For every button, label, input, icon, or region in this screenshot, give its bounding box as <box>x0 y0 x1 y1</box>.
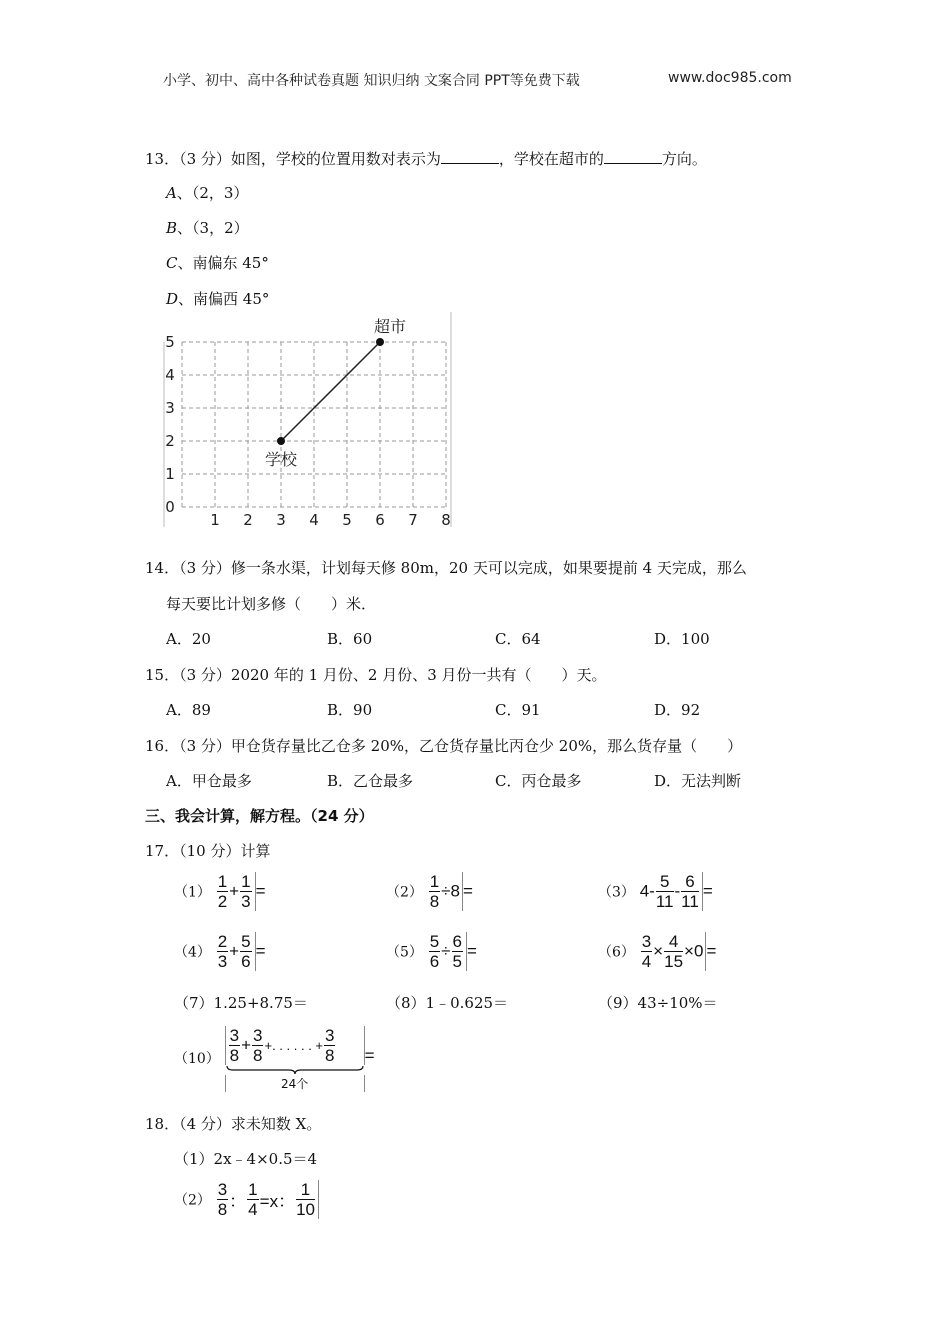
fraction <box>247 1180 258 1219</box>
q16-option-c[interactable]: C．丙仓最多 <box>495 772 582 790</box>
fraction-expression <box>216 932 256 971</box>
q13-stem-b: ，学校在超市的 <box>498 150 604 168</box>
fraction-expression <box>428 872 463 911</box>
item-label: （1） <box>174 884 211 901</box>
item-label: （7） <box>174 994 214 1012</box>
numerator: 6 <box>452 932 462 951</box>
brace-expression <box>225 1026 365 1092</box>
expression: 43÷10%＝ <box>637 994 718 1012</box>
q17-item-9 <box>598 992 718 1013</box>
denominator: 4 <box>248 1200 258 1219</box>
y-tick-label: 1 <box>165 465 175 483</box>
fraction-expression <box>640 872 703 911</box>
operator: + <box>229 881 240 901</box>
school-market-segment <box>281 342 380 441</box>
denominator: 10 <box>296 1200 315 1219</box>
x-tick-label: 4 <box>309 511 319 529</box>
operator: + <box>241 1035 252 1055</box>
q17-item-4 <box>174 932 266 971</box>
option-letter: A <box>166 184 177 202</box>
numerator: 3 <box>253 1026 263 1045</box>
denominator: 4 <box>641 952 652 971</box>
colon: ： <box>229 1192 247 1211</box>
y-tick-label: 4 <box>165 366 175 384</box>
item-label: （4） <box>174 944 211 961</box>
q13-option-d[interactable] <box>166 288 269 309</box>
q17-title: 17．（10 分）计算 <box>145 842 271 860</box>
q13-stem-a: 13．（3 分）如图，学校的位置用数对表示为 <box>145 150 441 168</box>
q15-option-d[interactable]: D．92 <box>654 701 701 719</box>
fraction <box>641 932 652 971</box>
q13-stem <box>145 148 707 169</box>
fraction <box>240 932 251 971</box>
fraction <box>240 872 251 911</box>
numerator: 1 <box>429 872 440 891</box>
q13-coordinate-grid <box>160 312 460 534</box>
operator: × <box>684 941 694 961</box>
proportion-expression <box>216 1180 319 1219</box>
fraction <box>429 932 440 971</box>
q14-option-b[interactable]: B．60 <box>327 630 373 648</box>
operator: × <box>653 941 664 961</box>
q13-option-c[interactable] <box>166 252 269 273</box>
operator: ÷ <box>441 941 451 961</box>
q13-blank-1[interactable] <box>441 149 499 164</box>
x-tick-label: 5 <box>342 511 352 529</box>
equals: = <box>255 941 266 961</box>
option-text: 、南偏西 45° <box>178 290 270 308</box>
option-letter: D <box>166 290 179 308</box>
numerator: 1 <box>241 872 251 891</box>
q14-line1: 14．（3 分）修一条水渠，计划每天修 80m，20 天可以完成，如果要提前 4 天完成，那么 <box>145 559 747 577</box>
operator: - <box>649 881 655 901</box>
school-point <box>277 437 285 445</box>
item-label: （8） <box>386 994 426 1012</box>
denominator: 8 <box>429 892 440 911</box>
q13-option-b[interactable] <box>166 217 249 238</box>
x-tick-label: 3 <box>276 511 286 529</box>
denominator: 11 <box>681 892 699 911</box>
numerator: 6 <box>681 872 699 892</box>
q17-item-8 <box>386 992 508 1013</box>
equals: = <box>706 941 717 961</box>
fraction-expression <box>428 932 467 971</box>
y-tick-label: 2 <box>165 432 175 450</box>
fraction <box>681 872 699 911</box>
q15-option-b[interactable]: B．90 <box>327 701 373 719</box>
q18-title: 18．（4 分）求未知数 X。 <box>145 1115 322 1133</box>
expression: 1﹣0.625＝ <box>425 994 509 1012</box>
fraction <box>452 932 463 971</box>
denominator: 5 <box>452 952 462 971</box>
denominator: 11 <box>655 892 674 911</box>
equals-x: =x： <box>259 1192 296 1211</box>
q15-line1: 15．（3 分）2020 年的 1 月份、2 月份、3 月份一共有（ ）天。 <box>145 666 607 684</box>
q17-item-5 <box>386 932 477 971</box>
equals: = <box>364 1046 375 1065</box>
fraction <box>429 872 440 911</box>
denominator: 15 <box>664 952 684 971</box>
operator: + <box>229 941 240 961</box>
item-label: （2） <box>386 884 423 901</box>
denominator: 8 <box>253 1046 263 1065</box>
denominator: 8 <box>217 1200 228 1219</box>
fraction <box>217 1180 228 1219</box>
q14-option-d[interactable]: D．100 <box>654 630 710 648</box>
q18-part-1: （1）2x﹣4×0.5＝4 <box>174 1150 318 1168</box>
fraction <box>217 872 228 911</box>
equals: = <box>702 881 713 901</box>
equals: = <box>255 881 266 901</box>
item-label: （6） <box>598 944 635 961</box>
fraction <box>252 1026 263 1065</box>
x-tick-label: 2 <box>243 511 253 529</box>
numerator: 5 <box>429 932 440 951</box>
denominator: 3 <box>241 892 251 911</box>
q16-option-d[interactable]: D．无法判断 <box>654 772 742 790</box>
numerator: 3 <box>229 1026 240 1045</box>
ellipsis: +. . . . . . + <box>264 1038 324 1053</box>
item-label: （2） <box>174 1192 211 1209</box>
fraction-expression <box>640 932 707 971</box>
operand: 0 <box>693 941 704 961</box>
fraction <box>217 932 228 971</box>
q14-option-c[interactable]: C．64 <box>495 630 541 648</box>
y-tick-label: 5 <box>165 333 175 351</box>
denominator: 6 <box>241 952 251 971</box>
operator: - <box>674 881 681 901</box>
item-label: （3） <box>598 884 635 901</box>
q17-item-3 <box>598 872 713 911</box>
q14-line2: 每天要比计划多修（ ）米． <box>166 595 377 613</box>
x-tick-label: 1 <box>210 511 220 529</box>
market-point <box>376 338 384 346</box>
fraction <box>296 1180 315 1219</box>
equals: = <box>466 941 477 961</box>
numerator: 1 <box>217 872 228 891</box>
fraction-expression <box>225 1026 365 1065</box>
fraction <box>324 1026 335 1065</box>
q14-option-a[interactable]: A．20 <box>166 630 211 648</box>
numerator: 1 <box>296 1180 315 1200</box>
fraction-expression <box>216 872 256 911</box>
underbrace <box>225 1065 365 1075</box>
q18-part-2 <box>174 1180 319 1219</box>
y-tick-label: 0 <box>165 498 175 516</box>
q15-option-a[interactable]: A．89 <box>166 701 211 719</box>
denominator: 6 <box>429 952 440 971</box>
item-label: （10） <box>174 1051 220 1067</box>
q16-line1: 16．（3 分）甲仓货存量比乙仓多 20%，乙仓货存量比丙仓少 20%，那么货存量（ ） <box>145 737 743 755</box>
q16-option-b[interactable]: B．乙仓最多 <box>327 772 414 790</box>
fraction <box>664 932 683 971</box>
numerator: 5 <box>656 872 674 892</box>
q13-stem-c: 方向。 <box>661 150 707 168</box>
market-label: 超市 <box>373 317 407 336</box>
q17-item-6 <box>598 932 716 971</box>
expression: 1.25+8.75＝ <box>213 994 308 1012</box>
operator: ÷ <box>441 881 451 901</box>
denominator: 3 <box>217 952 228 971</box>
q17-item-7 <box>174 992 308 1013</box>
option-text: 、（3，2） <box>177 219 249 237</box>
x-tick-label: 7 <box>408 511 418 529</box>
operand: 8 <box>450 881 460 901</box>
numerator: 3 <box>217 1180 228 1199</box>
denominator: 2 <box>217 892 228 911</box>
q17-item-1 <box>174 872 266 911</box>
q13-blank-2[interactable] <box>604 149 662 164</box>
q15-option-c[interactable]: C．91 <box>495 701 541 719</box>
q13-option-a[interactable] <box>166 182 248 203</box>
section-3-title: 三、我会计算，解方程。（24 分） <box>145 807 374 825</box>
numerator: 3 <box>641 932 652 951</box>
numerator: 2 <box>217 932 228 951</box>
fraction <box>656 872 674 911</box>
y-tick-label: 3 <box>165 399 175 417</box>
option-letter: B <box>166 219 178 237</box>
header-site-text: 小学、初中、高中各种试卷真题 知识归纳 文案合同 PPT等免费下载 <box>163 73 580 89</box>
numerator: 1 <box>248 1180 258 1199</box>
option-text: 、南偏东 45° <box>177 254 269 272</box>
item-label: （5） <box>386 944 423 961</box>
header-url[interactable]: www.doc985.com <box>668 70 792 86</box>
operand: 4 <box>639 881 650 901</box>
option-text: 、（2，3） <box>176 184 249 202</box>
numerator: 3 <box>325 1026 335 1045</box>
school-label: 学校 <box>264 450 298 469</box>
fraction <box>229 1026 240 1065</box>
q17-item-10 <box>174 1026 375 1092</box>
brace-label: 24个 <box>225 1075 365 1092</box>
x-tick-label: 6 <box>375 511 385 529</box>
denominator: 8 <box>325 1046 335 1065</box>
q16-option-a[interactable]: A．甲仓最多 <box>166 772 252 790</box>
numerator: 4 <box>664 932 683 952</box>
option-letter: C <box>166 254 178 272</box>
q17-item-2 <box>386 872 473 911</box>
denominator: 8 <box>229 1046 240 1065</box>
item-label: （9） <box>598 994 638 1012</box>
x-tick-label: 8 <box>441 511 451 529</box>
numerator: 5 <box>241 932 251 951</box>
equals: = <box>462 881 473 901</box>
